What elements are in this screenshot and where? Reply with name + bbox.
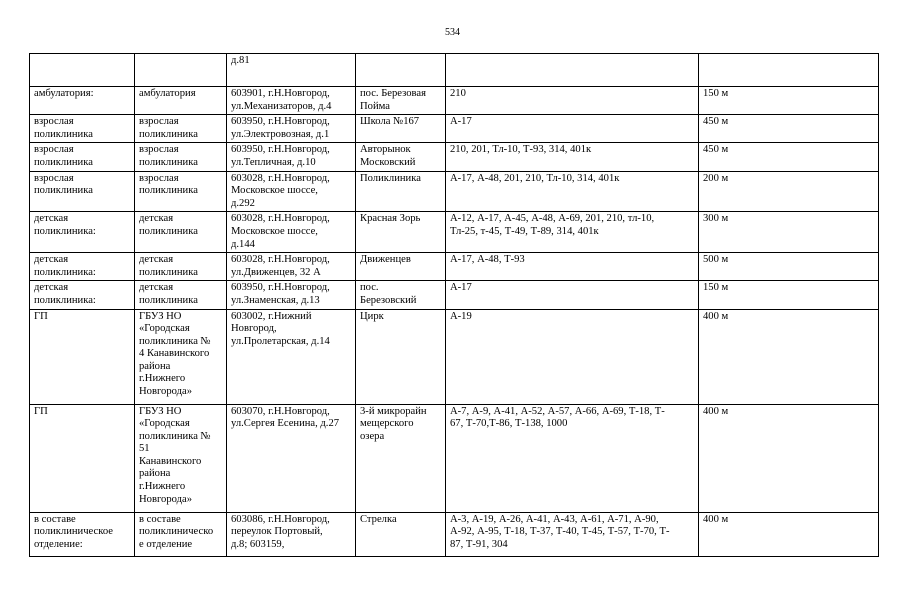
table-row	[30, 404, 879, 512]
cell-address: 603950, г.Н.Новгород, ул.Знаменская, д.13	[227, 281, 356, 309]
cell-address: 603950, г.Н.Новгород, ул.Электровозная, д.1	[227, 115, 356, 143]
cell-routes: А-7, А-9, А-41, А-52, А-57, А-66, А-69, Т-18, Т- 67, Т-70,Т-86, Т-138, 1000	[446, 404, 699, 512]
cell-address: 603070, г.Н.Новгород, ул.Сергея Есенина, д.27	[227, 404, 356, 512]
cell-type: детская поликлиника:	[30, 212, 135, 253]
cell-distance: 400 м	[699, 404, 879, 512]
cell-type: амбулатория:	[30, 87, 135, 115]
cell-name: амбулатория	[135, 87, 227, 115]
cell-routes: 210	[446, 87, 699, 115]
cell-routes: 210, 201, Тл-10, Т-93, 314, 401к	[446, 143, 699, 171]
cell-type: в составе поликлиническое отделение:	[30, 512, 135, 556]
table-row	[30, 309, 879, 404]
table-row	[30, 512, 879, 556]
table-row	[30, 54, 879, 87]
page-number: 534	[445, 27, 460, 38]
cell-routes: А-3, А-19, А-26, А-41, А-43, А-61, А-71, А-90, А-92, А-95, Т-18, Т-37, Т-40, Т-45, Т-57, Т-70, Т- 87, Т-91, 304	[446, 512, 699, 556]
cell-stop	[356, 54, 446, 87]
table-row	[30, 253, 879, 281]
facilities-table-body	[30, 54, 879, 557]
cell-name: детская поликлиника	[135, 281, 227, 309]
cell-address: 603086, г.Н.Новгород, переулок Портовый, д.8; 603159,	[227, 512, 356, 556]
cell-distance: 200 м	[699, 171, 879, 212]
cell-name: взрослая поликлиника	[135, 143, 227, 171]
cell-routes: А-17	[446, 281, 699, 309]
cell-address: 603901, г.Н.Новгород, ул.Механизаторов, д.4	[227, 87, 356, 115]
cell-distance	[699, 54, 879, 87]
cell-distance: 450 м	[699, 143, 879, 171]
cell-distance: 400 м	[699, 512, 879, 556]
facilities-table	[29, 53, 879, 557]
table-row	[30, 281, 879, 309]
table-row	[30, 115, 879, 143]
cell-stop: 3-й микрорайн мещерского озера	[356, 404, 446, 512]
cell-distance: 450 м	[699, 115, 879, 143]
cell-routes: А-17, А-48, 201, 210, Тл-10, 314, 401к	[446, 171, 699, 212]
cell-address: 603028, г.Н.Новгород, ул.Движенцев, 32 А	[227, 253, 356, 281]
cell-stop: Красная Зорь	[356, 212, 446, 253]
cell-routes	[446, 54, 699, 87]
cell-stop: Школа №167	[356, 115, 446, 143]
cell-stop: Движенцев	[356, 253, 446, 281]
cell-routes: А-19	[446, 309, 699, 404]
cell-routes: А-17, А-48, Т-93	[446, 253, 699, 281]
cell-stop: пос. Березовая Пойма	[356, 87, 446, 115]
cell-distance: 300 м	[699, 212, 879, 253]
cell-address: 603028, г.Н.Новгород, Московское шоссе, д.144	[227, 212, 356, 253]
cell-distance: 150 м	[699, 87, 879, 115]
cell-type: взрослая поликлиника	[30, 115, 135, 143]
cell-name: взрослая поликлиника	[135, 171, 227, 212]
cell-name: взрослая поликлиника	[135, 115, 227, 143]
cell-type: ГП	[30, 404, 135, 512]
table-row	[30, 87, 879, 115]
cell-name: детская поликлиника	[135, 212, 227, 253]
cell-distance: 400 м	[699, 309, 879, 404]
cell-address: 603950, г.Н.Новгород, ул.Тепличная, д.10	[227, 143, 356, 171]
cell-routes: А-12, А-17, А-45, А-48, А-69, 201, 210, тл-10, Тл-25, т-45, Т-49, Т-89, 314, 401к	[446, 212, 699, 253]
cell-type: взрослая поликлиника	[30, 143, 135, 171]
cell-address: д.81	[227, 54, 356, 87]
table-row	[30, 171, 879, 212]
cell-type	[30, 54, 135, 87]
cell-stop: Авторынок Московский	[356, 143, 446, 171]
cell-stop: Поликлиника	[356, 171, 446, 212]
cell-name: ГБУЗ НО «Городская поликлиника № 4 Канавинского района г.Нижнего Новгорода»	[135, 309, 227, 404]
cell-stop: пос. Березовский	[356, 281, 446, 309]
cell-routes: А-17	[446, 115, 699, 143]
table-row	[30, 143, 879, 171]
cell-distance: 500 м	[699, 253, 879, 281]
cell-name: в составе поликлиническо е отделение	[135, 512, 227, 556]
cell-type: детская поликлиника:	[30, 253, 135, 281]
cell-name: детская поликлиника	[135, 253, 227, 281]
cell-stop: Цирк	[356, 309, 446, 404]
cell-name: ГБУЗ НО «Городская поликлиника № 51 Канавинского района г.Нижнего Новгорода»	[135, 404, 227, 512]
cell-address: 603028, г.Н.Новгород, Московское шоссе, д.292	[227, 171, 356, 212]
cell-type: взрослая поликлиника	[30, 171, 135, 212]
cell-distance: 150 м	[699, 281, 879, 309]
cell-address: 603002, г.Нижний Новгород, ул.Пролетарская, д.14	[227, 309, 356, 404]
table-row	[30, 212, 879, 253]
cell-type: ГП	[30, 309, 135, 404]
cell-name	[135, 54, 227, 87]
cell-type: детская поликлиника:	[30, 281, 135, 309]
cell-stop: Стрелка	[356, 512, 446, 556]
